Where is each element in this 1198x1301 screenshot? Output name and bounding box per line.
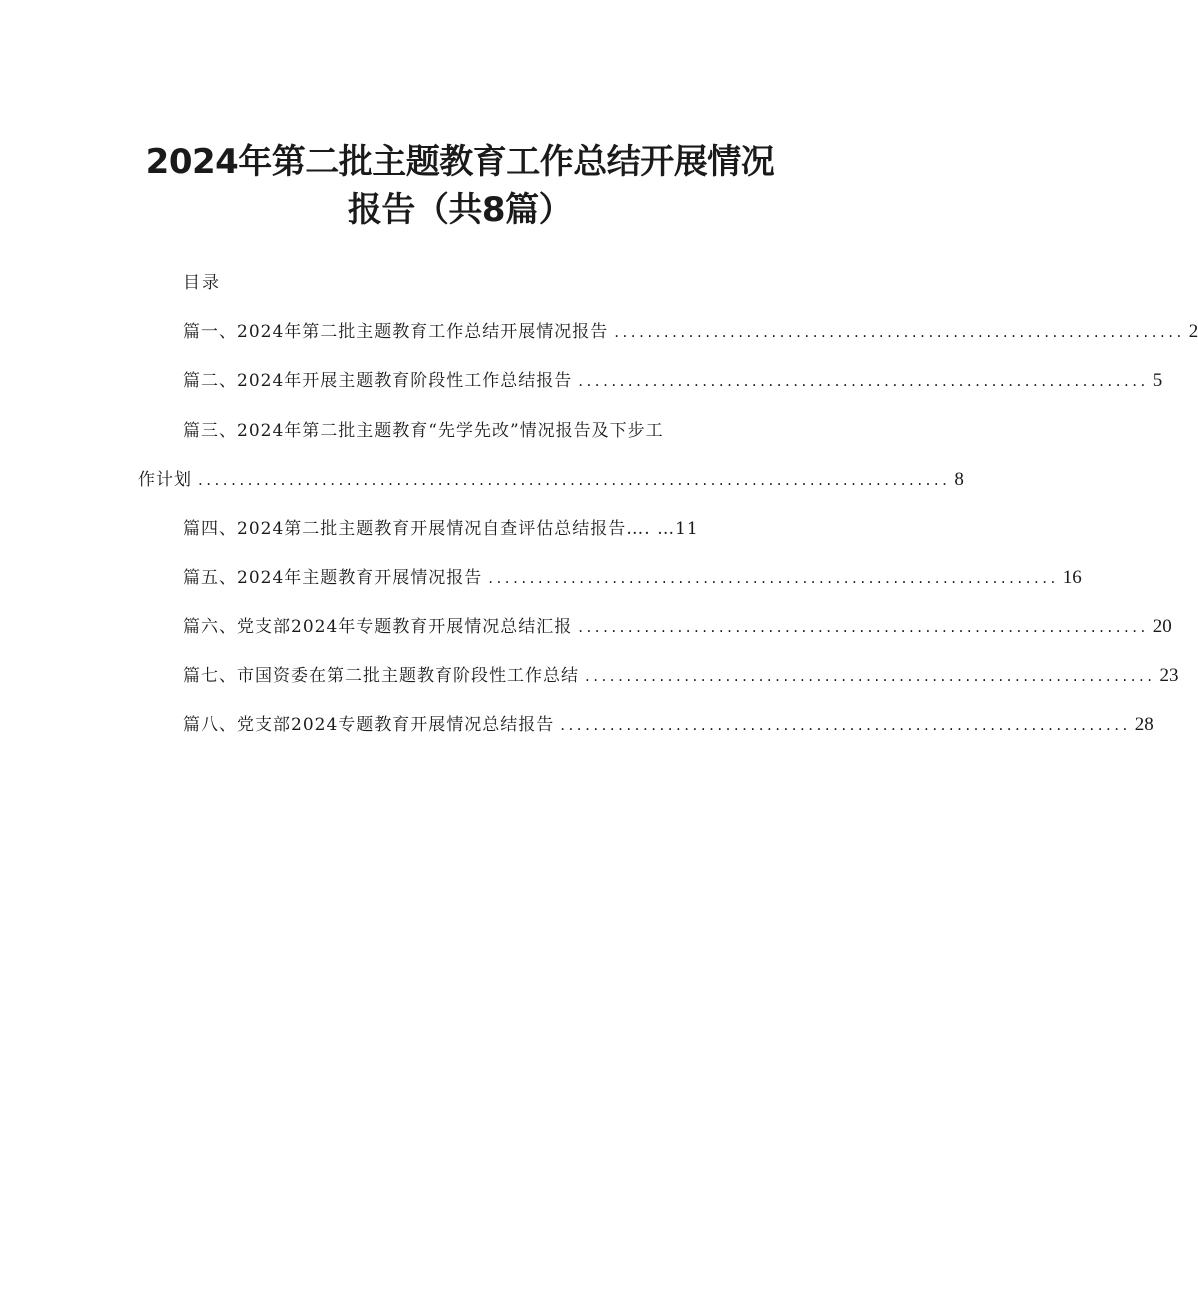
toc-leader-dots: ..................................................................... (560, 716, 1131, 734)
toc-entry-page: 16 (1062, 567, 1082, 588)
toc-entry-7[interactable] (183, 663, 1179, 689)
toc-entry-4[interactable]: 篇四、2024第二批主题教育开展情况自查评估总结报告…. …11 (183, 519, 699, 539)
toc-leader-dots: ........................................................................................... (198, 471, 951, 489)
toc-entry-label: 篇一、2024年第二批主题教育工作总结开展情况报告 (183, 322, 609, 342)
toc-entry-6[interactable] (183, 614, 1172, 640)
toc-entry-page: 5 (1152, 370, 1163, 391)
toc-entry-label: 篇七、市国资委在第二批主题教育阶段性工作总结 (183, 666, 579, 686)
toc-entry-1[interactable] (183, 319, 1198, 345)
toc-entry-label: 篇六、党支部2024年专题教育开展情况总结汇报 (183, 617, 573, 637)
toc-entry-label: 作计划 (138, 470, 192, 490)
toc-entry-page: 20 (1152, 616, 1172, 637)
toc-entry-page: 28 (1134, 714, 1154, 735)
toc-entry-8[interactable] (183, 712, 1154, 738)
toc-entry-page: 8 (954, 469, 964, 490)
toc-heading: 目录 (183, 273, 221, 293)
document-title-line-2: 报告（共8篇） (347, 190, 573, 230)
toc-leader-dots: ..................................................................... (578, 618, 1149, 636)
toc-entry-page: 2 (1188, 321, 1198, 342)
toc-leader-dots: ..................................................................... (488, 569, 1059, 587)
toc-leader-dots: ..................................................................... (578, 372, 1149, 390)
toc-entry-label: 篇八、党支部2024专题教育开展情况总结报告 (183, 715, 555, 735)
toc-entry-5[interactable] (183, 565, 1082, 591)
toc-entry-3[interactable] (138, 467, 964, 493)
toc-entry-label: 篇二、2024年开展主题教育阶段性工作总结报告 (183, 371, 573, 391)
toc-leader-dots: ..................................................................... (585, 667, 1156, 685)
toc-entry-3-line-1[interactable]: 篇三、2024年第二批主题教育“先学先改”情况报告及下步工 (183, 421, 664, 441)
document-title-line-1: 2024年第二批主题教育工作总结开展情况 (145, 142, 775, 182)
toc-leader-dots: ..................................................................... (614, 323, 1185, 341)
toc-entry-page: 23 (1159, 665, 1179, 686)
toc-entry-2[interactable] (183, 368, 1163, 394)
toc-entry-label: 篇五、2024年主题教育开展情况报告 (183, 568, 483, 588)
